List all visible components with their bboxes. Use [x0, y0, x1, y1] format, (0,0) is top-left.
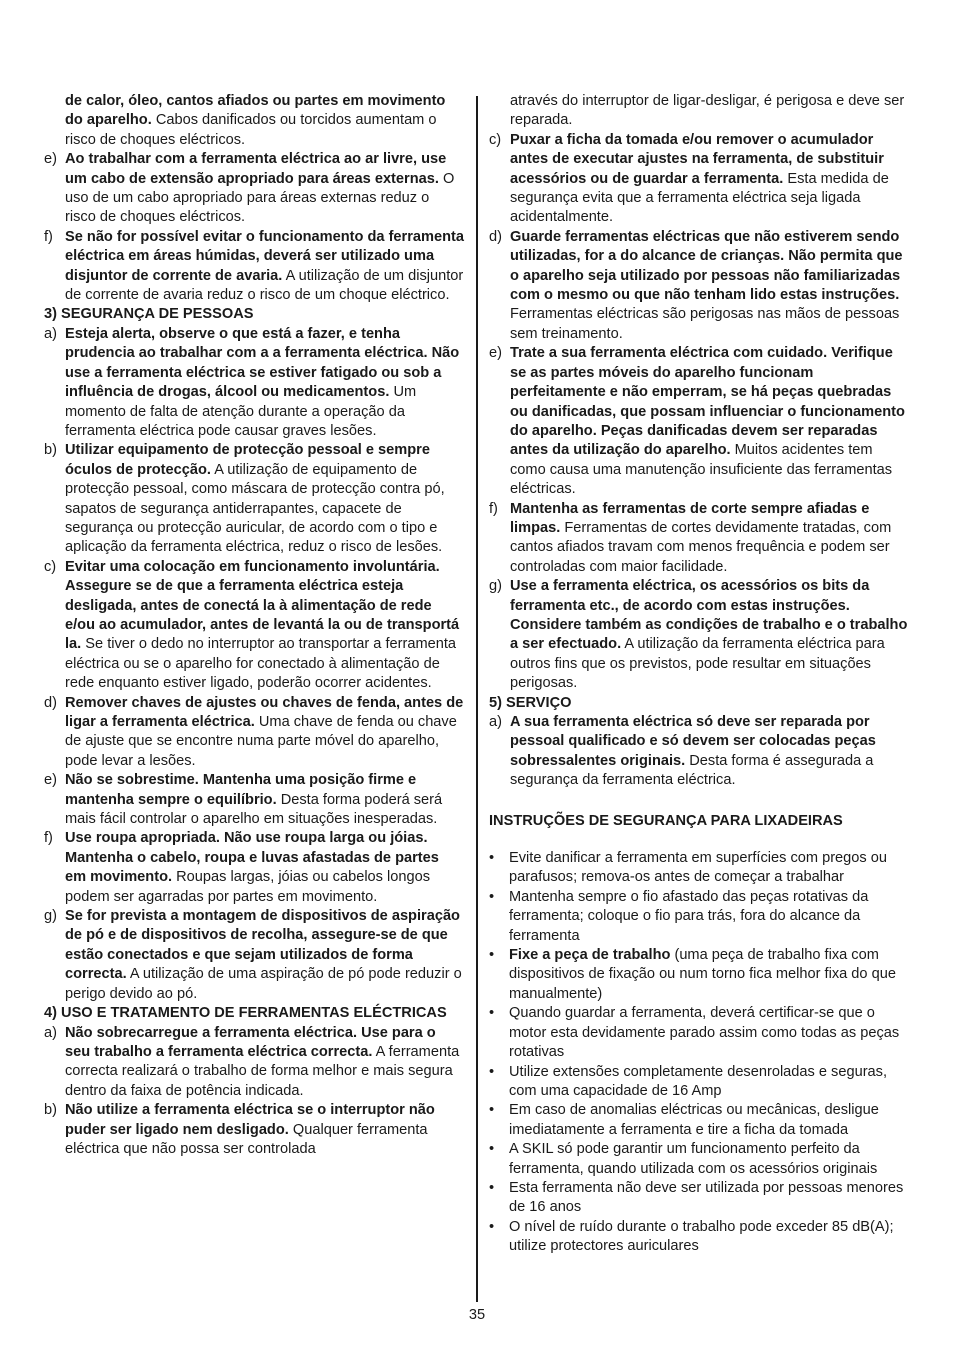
item-bold: Remover chaves de ajustes ou chaves de fenda, antes de ligar a ferramenta eléctrica.: [65, 694, 464, 730]
list-item-a: [489, 713, 911, 791]
bullet-icon: •: [489, 1179, 495, 1196]
list-item-b: [44, 1101, 464, 1159]
item-letter: d): [489, 228, 502, 245]
item-bold: Ao trabalhar com a ferramenta eléctrica ao ar livre, use um cabo de extensão apropriado para áreas externas.: [65, 151, 447, 187]
list-item-f: [489, 500, 911, 578]
list-item-e: [44, 150, 464, 228]
item-bold: Não utilize a ferramenta eléctrica se o interruptor não puder ser ligado nem desligado.: [65, 1102, 435, 1138]
item-letter: f): [44, 228, 53, 245]
list-item-g: [44, 907, 464, 1004]
item-letter: a): [44, 325, 57, 342]
list-item-g: [489, 577, 911, 693]
list-item-f: [44, 228, 464, 306]
item-letter: f): [44, 830, 53, 847]
bullet-text: O nível de ruído durante o trabalho pode exceder 85 dB(A); utilize protectores auriculares: [509, 1218, 894, 1255]
item-text: Ferramentas de cortes devidamente tratadas, com cantos afiados travam com menos frequência e podem ser controladas com maior facilidade.: [510, 519, 892, 575]
bullet-icon: •: [489, 947, 495, 964]
continued-paragraph: [44, 92, 464, 150]
bullet-text: (uma peça de trabalho fixa com dispositivos de fixação ou num torno fica melhor fixa do que manualmente): [509, 947, 896, 1002]
bullet-icon: •: [489, 1005, 495, 1022]
bullet-icon: •: [489, 850, 495, 867]
item-letter: f): [489, 500, 498, 517]
bullet-icon: •: [489, 1218, 495, 1235]
bullet-text: Quando guardar a ferramenta, deverá certificar-se que o motor esta devidamente parado assim como todas as peças rotativas: [509, 1005, 900, 1061]
bullet-text: Em caso de anomalias eléctricas ou mecânicas, desligue imediatamente a ferramenta e tire a ficha da tomada: [509, 1102, 879, 1138]
bullet-item: [489, 946, 911, 1004]
item-bold: Esteja alerta, observe o que está a fazer, e tenha prudencia ao trabalhar com a a ferramenta eléctrica. Não use a ferramenta eléctrica se estiver fatigado ou sob a influência de drogas, álcool ou medicamentos.: [65, 325, 460, 401]
item-bold: Use roupa apropriada. Não use roupa larga ou jóias. Mantenha o cabelo, roupa e luvas afastadas de partes em movimento.: [65, 830, 439, 886]
item-bold: Evitar uma colocação em funcionamento involuntária. Assegure se de que a ferramenta eléctrica esteja desligada, antes de conectá la à alimentação de rede e/ou ao acumulador, antes de levantá la ou de transportá la.: [65, 558, 460, 653]
list-item-c: [489, 131, 911, 228]
list-item-e: [489, 344, 911, 499]
continued-bold: de calor, óleo, cantos afiados ou partes em movimento do aparelho.: [65, 93, 446, 129]
item-bold: Não sobrecarregue a ferramenta eléctrica. Use para o seu trabalho a ferramenta eléctrica correcta.: [65, 1024, 436, 1060]
bullet-text: A SKIL só pode garantir um funcionamento perfeito da ferramenta, quando utilizada com os acessórios originais: [509, 1141, 878, 1177]
bullet-item: [489, 1063, 911, 1102]
section-heading-service: 5) SERVIÇO: [489, 694, 572, 711]
list-item-d: [489, 228, 911, 344]
item-letter: a): [44, 1024, 57, 1041]
list-item-b: [44, 441, 464, 557]
bullet-bold: Fixe a peça de trabalho: [509, 947, 671, 964]
right-column: [489, 92, 911, 1257]
item-text: A ferramenta correcta realizará o trabalho de forma melhor e mais segura dentro da faixa de potência indicada.: [65, 1043, 460, 1099]
left-column: [44, 92, 464, 1159]
item-bold: Trate a sua ferramenta eléctrica com cuidado. Verifique se as partes móveis do aparelho funcionam perfeitamente e não emperram, se há peças quebradas ou danificadas, que possam influenciar o funcionamento do aparelho. Peças danificadas devem ser reparadas antes da utilização do aparelho.: [510, 345, 905, 459]
list-item-e: [44, 771, 464, 829]
bullet-text: Esta ferramenta não deve ser utilizada por pessoas menores de 16 anos: [509, 1179, 904, 1216]
item-bold: Se for prevista a montagem de dispositivos de aspiração de pó e de dispositivos de recolha, assegure-se de que estão conectados e que sejam utilizados de forma correcta.: [65, 908, 460, 983]
item-letter: c): [489, 131, 502, 148]
bullet-item: [489, 1101, 911, 1140]
item-bold: Guarde ferramentas eléctricas que não estiverem sendo utilizadas, for a do alcance de crianças. Não permita que o aparelho seja utilizado por pessoas não familiarizadas com o mesmo ou que não tenham lido estas instruções.: [510, 228, 903, 304]
item-letter: e): [44, 151, 57, 168]
item-letter: c): [44, 558, 57, 575]
item-text: Desta forma poderá será mais fácil controlar o aparelho em situações inesperadas.: [65, 791, 443, 828]
item-text: Um momento de falta de atenção durante a operação da ferramenta eléctrica pode causar graves lesões.: [65, 384, 417, 439]
bullet-icon: •: [489, 1063, 495, 1080]
section-heading-personal-safety: 3) SEGURANÇA DE PESSOAS: [44, 306, 254, 323]
bullet-text: Mantenha sempre o fio afastado das peças rotativas da ferramenta; coloque o fio para trás, fora do alcance da ferramenta: [509, 888, 869, 944]
item-text: Se tiver o dedo no interruptor ao transportar a ferramenta eléctrica ou se o aparelho for conectado à alimentação de rede enquanto estiver ligado, poderão ocorrer acidentes.: [65, 636, 457, 692]
continued-paragraph: através do interruptor de ligar-desligar, é perigosa e deve ser reparada.: [510, 93, 905, 129]
item-text: Esta medida de segurança evita que a ferramenta eléctrica seja ligada acidentalmente.: [510, 170, 889, 226]
item-letter: d): [44, 694, 57, 711]
page-number: 35: [468, 1307, 486, 1323]
item-bold: A sua ferramenta eléctrica só deve ser reparada por pessoal qualificado e só devem ser colocadas peças sobressalentes originais.: [510, 714, 876, 769]
bullet-icon: •: [489, 1102, 495, 1119]
bullet-item: [489, 1179, 911, 1218]
list-item-a: [44, 325, 464, 441]
item-letter: g): [44, 908, 57, 925]
list-item-d: [44, 694, 464, 772]
bullet-item: [489, 888, 911, 946]
bullet-item: [489, 1218, 911, 1257]
item-bold: Use a ferramenta eléctrica, os acessórios os bits da ferramenta etc., de acordo com estas instruções. Considere também as condições de trabalho e o trabalho a ser efectuado.: [510, 578, 908, 653]
bullet-item: [489, 849, 911, 888]
item-letter: a): [489, 714, 502, 730]
bullet-text: Utilize extensões completamente desenroladas e seguras, com uma capacidade de 16 Amp: [509, 1063, 888, 1099]
item-text: A utilização da ferramenta eléctrica para outros fins que os previstos, pode resultar em situações perigosas.: [510, 636, 885, 692]
list-item-f: [44, 829, 464, 907]
item-letter: b): [44, 442, 57, 459]
bullet-icon: •: [489, 1141, 495, 1158]
item-text: Muitos acidentes tem como causa uma manutenção insuficiente das ferramentas eléctricas.: [510, 442, 893, 498]
continued-text: Cabos danificados ou torcidos aumentam o risco de choques eléctricos.: [65, 112, 437, 148]
bullet-icon: •: [489, 888, 495, 905]
item-text: O uso de um cabo apropriado para áreas externas reduz o risco de choques eléctricos.: [65, 170, 455, 226]
item-bold: Se não for possível evitar o funcionamento da ferramenta eléctrica em áreas húmidas, deverá ser utilizado uma disjuntor de corrente de avaria.: [65, 228, 464, 284]
bullet-item: [489, 1004, 911, 1062]
item-letter: e): [489, 345, 502, 362]
item-text: Desta forma é assegurada a segurança da ferramenta eléctrica.: [510, 752, 874, 789]
item-text: Ferramentas eléctricas são perigosas nas mãos de pessoas sem treinamento.: [510, 306, 900, 342]
bullet-item: [489, 1140, 911, 1179]
item-bold: Não se sobrestime. Mantenha uma posição firme e mantenha sempre o equilíbrio.: [65, 772, 417, 808]
item-text: Qualquer ferramenta eléctrica que não possa ser controlada: [65, 1121, 428, 1157]
item-bold: Puxar a ficha da tomada e/ou remover o acumulador antes de executar ajustes na ferramenta, de substituir acessórios ou de guardar a ferramenta.: [510, 131, 884, 187]
item-text: Uma chave de fenda ou chave de ajuste que se encontre numa parte móvel do aparelho, pode levar a lesões.: [65, 714, 457, 769]
item-text: Roupas largas, jóias ou cabelos longos podem ser agarradas por partes em movimento.: [65, 869, 431, 905]
item-bold: Mantenha as ferramentas de corte sempre afiadas e limpas.: [510, 500, 870, 536]
section-heading-tool-use: 4) USO E TRATAMENTO DE FERRAMENTAS ELÉCTRICAS: [44, 1005, 447, 1022]
item-text: A utilização de uma aspiração de pó pode reduzir o perigo devido ao pó.: [65, 966, 462, 1002]
list-item-c: [44, 558, 464, 694]
list-item-a: [44, 1024, 464, 1102]
item-letter: e): [44, 772, 57, 789]
column-divider: [476, 96, 478, 1302]
bullet-text: Evite danificar a ferramenta em superfícies com pregos ou parafusos; remova-os antes de começar a trabalhar: [509, 850, 887, 886]
item-letter: g): [489, 578, 502, 595]
item-letter: b): [44, 1102, 57, 1119]
item-text: A utilização de um disjuntor de corrente de avaria reduz o risco de um choque eléctrico.: [65, 267, 464, 304]
item-text: A utilização de equipamento de protecção pessoal, como máscara de protecção contra pó, sapatos de segurança antiderrapantes, capacete de segurança ou protecção auricular, de acordo com o tipo e aplicação da ferramenta eléctrica, reduz o risco de lesões.: [65, 461, 445, 556]
sanders-safety-heading: INSTRUÇÕES DE SEGURANÇA PARA LIXADEIRAS: [489, 812, 843, 829]
item-bold: Utilizar equipamento de protecção pessoal e sempre óculos de protecção.: [65, 442, 430, 478]
sanders-safety-list: [489, 849, 911, 1257]
